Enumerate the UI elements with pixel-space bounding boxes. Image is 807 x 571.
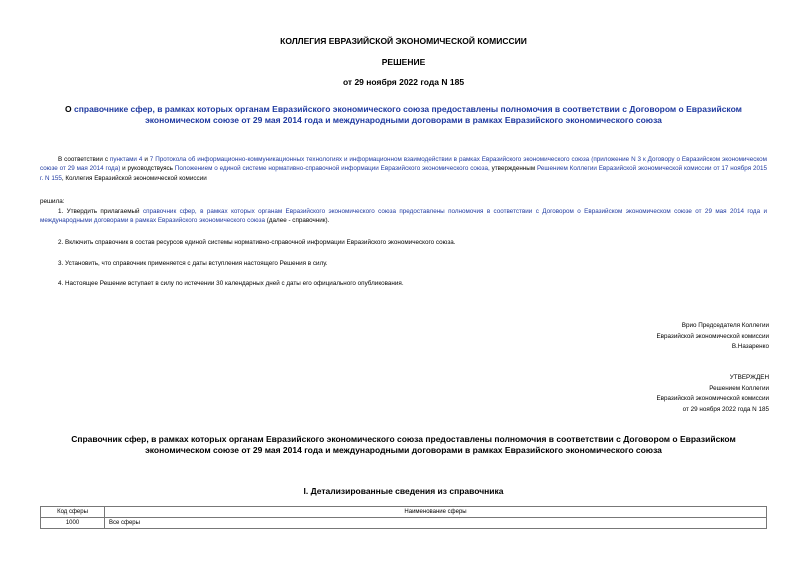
signature-block	[656, 321, 769, 353]
preamble-link-regulation[interactable]: Положением о единой системе нормативно-справочной информации Евразийского экономического союза,	[174, 165, 490, 173]
item-3: 3. Установить, что справочник применяется с даты вступления настоящего Решения в силу.	[58, 260, 328, 267]
item-2: 2. Включить справочник в состав ресурсов единой системы нормативно-справочной информации Евразийского экономического союза.	[58, 239, 456, 246]
approved-date: от 29 ноября 2022 года N 185	[682, 405, 769, 413]
reference-table	[40, 506, 767, 529]
approved-label: УТВЕРЖДЕН	[729, 374, 769, 381]
cell-name: Все сферы	[105, 518, 767, 529]
preamble-link-points[interactable]: пунктами 4	[109, 156, 143, 163]
reference-title: Справочник сфер, в рамках которых органам Евразийского экономического союза предоставлены полномочия в соответствии с Договором о Евразийском экономическом союзе от 29 мая 2014 года и международными договорами в рамках Евразийского экономического союза	[71, 434, 736, 455]
section-title: I. Детализированные сведения из справочника	[303, 486, 504, 496]
preamble-text-4: утвержденным	[489, 165, 537, 173]
approved-block	[656, 373, 769, 415]
table-row	[41, 518, 767, 529]
preamble-text-5: , Коллегия Евразийской экономической комиссии	[61, 174, 207, 182]
table-header-row	[41, 507, 767, 518]
doc-title	[40, 104, 767, 126]
preamble-link-protocol[interactable]: 7 Протокола об информационно-коммуникационных технологиях и информационном взаимодействии в рамках Евразийского экономического союза (приложение N 3 к Договору о Евразийском экономическом союзе от 29 мая 2014 года)	[40, 156, 768, 173]
item-1	[40, 207, 767, 226]
cell-code: 1000	[41, 518, 105, 529]
preamble-text-1: В соответствии с	[58, 156, 110, 163]
resolved-label: решила:	[40, 198, 65, 205]
signature-position: Врио Председателя Коллегии	[681, 322, 769, 329]
doc-date: от 29 ноября 2022 года N 185	[342, 77, 465, 87]
doc-title-link[interactable]: справочнике сфер, в рамках которых органам Евразийского экономического союза предоставлены полномочия в соответствии с Договором о Евразийском экономическом союзе от 29 мая 2014 года и международными договорами в рамках Евразийского экономического союза	[74, 104, 742, 125]
doc-type: РЕШЕНИЕ	[381, 57, 426, 67]
preamble-text-2: и	[142, 156, 150, 163]
preamble-link-decision[interactable]: Решением Коллегии Евразийской экономической комиссии от 17 ноября 2015 г. N 155	[40, 165, 767, 182]
item-4: 4. Настоящее Решение вступает в силу по истечении 30 календарных дней с даты его официального опубликования.	[58, 280, 404, 287]
col-header-code: Код сферы	[41, 507, 105, 518]
preamble	[40, 155, 767, 183]
doc-title-prefix: О	[65, 104, 75, 114]
preamble-text-3: и руководствуясь	[120, 165, 175, 173]
approved-by: Решением Коллегии	[709, 384, 769, 392]
signature-name: В.Назаренко	[731, 343, 769, 350]
signature-org: Евразийской экономической комиссии	[656, 332, 769, 340]
org-header: КОЛЛЕГИЯ ЕВРАЗИЙСКОЙ ЭКОНОМИЧЕСКОЙ КОМИССИИ	[280, 36, 527, 46]
item-1-tail: (далее - справочник).	[265, 217, 330, 225]
approved-org: Евразийской экономической комиссии	[656, 395, 769, 402]
item-1-link[interactable]: справочник сфер, в рамках которых органам Евразийского экономического союза предоставлены полномочия в соответствии с Договором о Евразийском экономическом союзе от 29 мая 2014 года и международными договорами в рамках Евразийского экономического союза	[40, 208, 767, 225]
col-header-name: Наименование сферы	[105, 507, 767, 518]
item-1-text: 1. Утвердить прилагаемый	[58, 208, 143, 215]
